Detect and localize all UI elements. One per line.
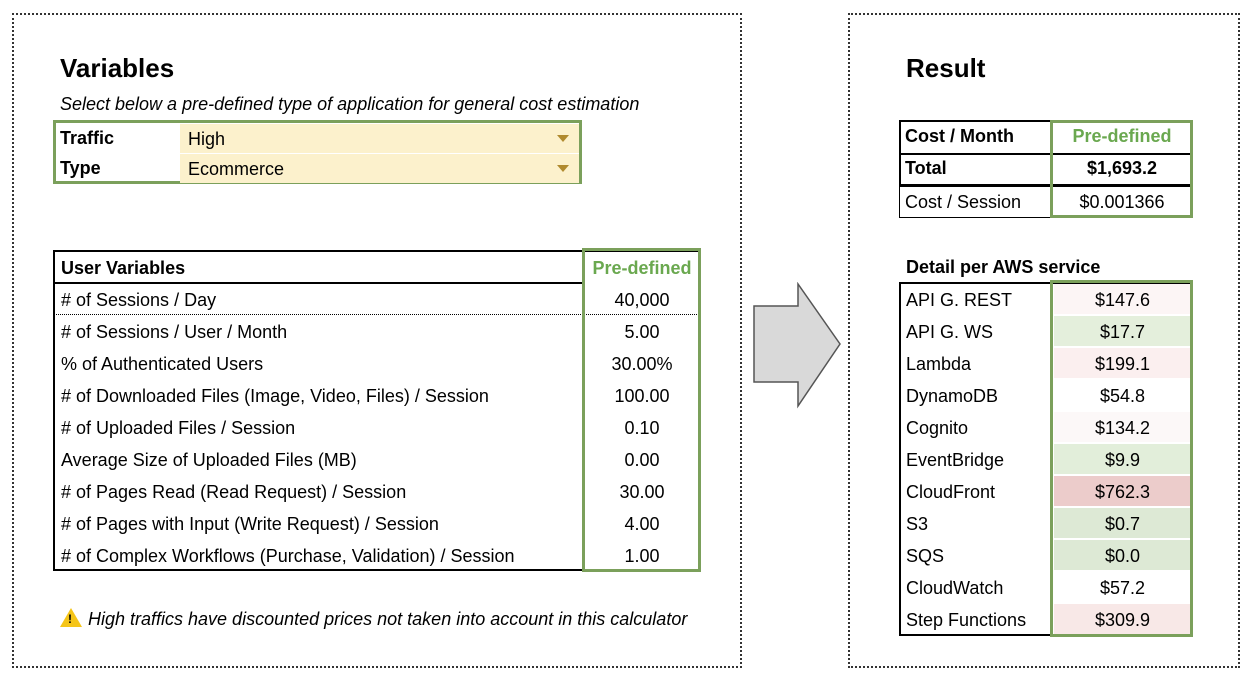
column-divider <box>1050 120 1052 186</box>
table-row <box>55 508 699 540</box>
application-selector <box>53 120 582 184</box>
table-row <box>901 412 1191 444</box>
service-cost: $54.8 <box>1054 380 1191 410</box>
column-divider <box>1050 282 1052 636</box>
row-label: # of Downloaded Files (Image, Video, Files) / Session <box>61 386 489 406</box>
table-header-row <box>899 120 1193 152</box>
table-row <box>55 284 699 316</box>
row-value[interactable]: 0.10 <box>624 418 660 438</box>
service-cost: $199.1 <box>1054 348 1191 378</box>
row-value[interactable]: 1.00 <box>624 546 660 566</box>
row-value[interactable]: 30.00% <box>611 354 673 374</box>
service-label: API G. WS <box>906 322 994 342</box>
type-label: Type <box>60 158 101 178</box>
arrow-right-icon <box>752 282 844 410</box>
row-label: # of Sessions / Day <box>61 290 217 310</box>
table-row <box>55 412 699 444</box>
total-label: Total <box>905 158 947 178</box>
table-row <box>901 572 1191 604</box>
type-dropdown[interactable] <box>180 154 579 183</box>
table-row <box>901 540 1191 572</box>
service-cost: $147.6 <box>1054 284 1191 314</box>
predefined-header: Pre-defined <box>1072 126 1172 146</box>
row-value[interactable]: 40,000 <box>614 290 670 310</box>
service-cost: $134.2 <box>1054 412 1191 442</box>
row-value[interactable]: 0.00 <box>624 450 660 470</box>
service-label: API G. REST <box>906 290 1013 310</box>
row-label: # of Pages Read (Read Request) / Session <box>61 482 407 502</box>
row-value[interactable]: 4.00 <box>624 514 660 534</box>
service-label: Cognito <box>906 418 969 438</box>
total-row <box>899 152 1193 184</box>
table-row <box>55 316 699 348</box>
table-row <box>901 604 1191 636</box>
detail-title: Detail per AWS service <box>906 257 1101 277</box>
user-variables-header: User Variables <box>61 258 186 278</box>
table-row <box>55 444 699 476</box>
row-label: % of Authenticated Users <box>61 354 264 374</box>
row-divider <box>899 153 1193 155</box>
cost-session-value: $0.001366 <box>1079 192 1165 212</box>
type-row <box>56 154 579 183</box>
table-row <box>901 284 1191 316</box>
variables-title: Variables <box>60 53 175 83</box>
total-value: $1,693.2 <box>1086 158 1158 178</box>
service-label: Lambda <box>906 354 972 374</box>
type-value: Ecommerce <box>188 159 285 179</box>
dropdown-arrow-icon[interactable] <box>557 135 569 142</box>
row-value[interactable]: 5.00 <box>624 322 660 342</box>
cost-month-header: Cost / Month <box>905 126 1014 146</box>
service-cost: $309.9 <box>1054 604 1191 634</box>
traffic-row <box>56 124 579 153</box>
row-label: # of Pages with Input (Write Request) / Session <box>61 514 439 534</box>
service-label: CloudWatch <box>906 578 1004 598</box>
table-row <box>55 348 699 380</box>
traffic-label: Traffic <box>60 128 115 148</box>
warning-icon: ! <box>60 608 82 627</box>
row-label: # of Sessions / User / Month <box>61 322 288 342</box>
service-cost: $57.2 <box>1054 572 1191 602</box>
service-cost: $17.7 <box>1054 316 1191 346</box>
row-label: # of Complex Workflows (Purchase, Validation) / Session <box>61 546 515 566</box>
service-label: DynamoDB <box>906 386 999 406</box>
table-row <box>55 476 699 508</box>
row-value[interactable]: 100.00 <box>614 386 670 406</box>
table-row <box>901 348 1191 380</box>
warning-note <box>60 608 687 630</box>
header-divider <box>53 282 583 284</box>
row-label: # of Uploaded Files / Session <box>61 418 296 438</box>
table-row <box>901 316 1191 348</box>
service-cost: $0.0 <box>1054 540 1191 570</box>
dropdown-arrow-icon[interactable] <box>557 165 569 172</box>
cost-session-label: Cost / Session <box>905 192 1022 212</box>
table-row <box>901 380 1191 412</box>
row-divider <box>53 314 701 315</box>
row-border <box>899 186 1051 218</box>
table-header-row <box>55 252 699 284</box>
table-row <box>55 540 699 572</box>
warning-text: High traffics have discounted prices not taken into account in this calculator <box>88 609 688 629</box>
detail-table <box>899 282 1193 636</box>
service-cost: $9.9 <box>1054 444 1191 474</box>
traffic-value: High <box>188 129 226 149</box>
user-variables-table <box>53 250 701 571</box>
service-cost: $762.3 <box>1054 476 1191 506</box>
traffic-dropdown[interactable] <box>180 124 579 153</box>
table-row <box>55 380 699 412</box>
table-row <box>901 444 1191 476</box>
service-label: S3 <box>906 514 929 534</box>
table-row <box>901 508 1191 540</box>
row-label: Average Size of Uploaded Files (MB) <box>61 450 357 470</box>
table-row <box>901 476 1191 508</box>
service-label: CloudFront <box>906 482 996 502</box>
variables-subtitle: Select below a pre-defined type of application for general cost estimation <box>60 94 640 114</box>
result-title: Result <box>906 53 986 83</box>
row-value[interactable]: 30.00 <box>619 482 665 502</box>
predefined-header: Pre-defined <box>592 258 692 278</box>
service-label: SQS <box>906 546 945 566</box>
service-cost: $0.7 <box>1054 508 1191 538</box>
service-label: Step Functions <box>906 610 1027 630</box>
service-label: EventBridge <box>906 450 1005 470</box>
